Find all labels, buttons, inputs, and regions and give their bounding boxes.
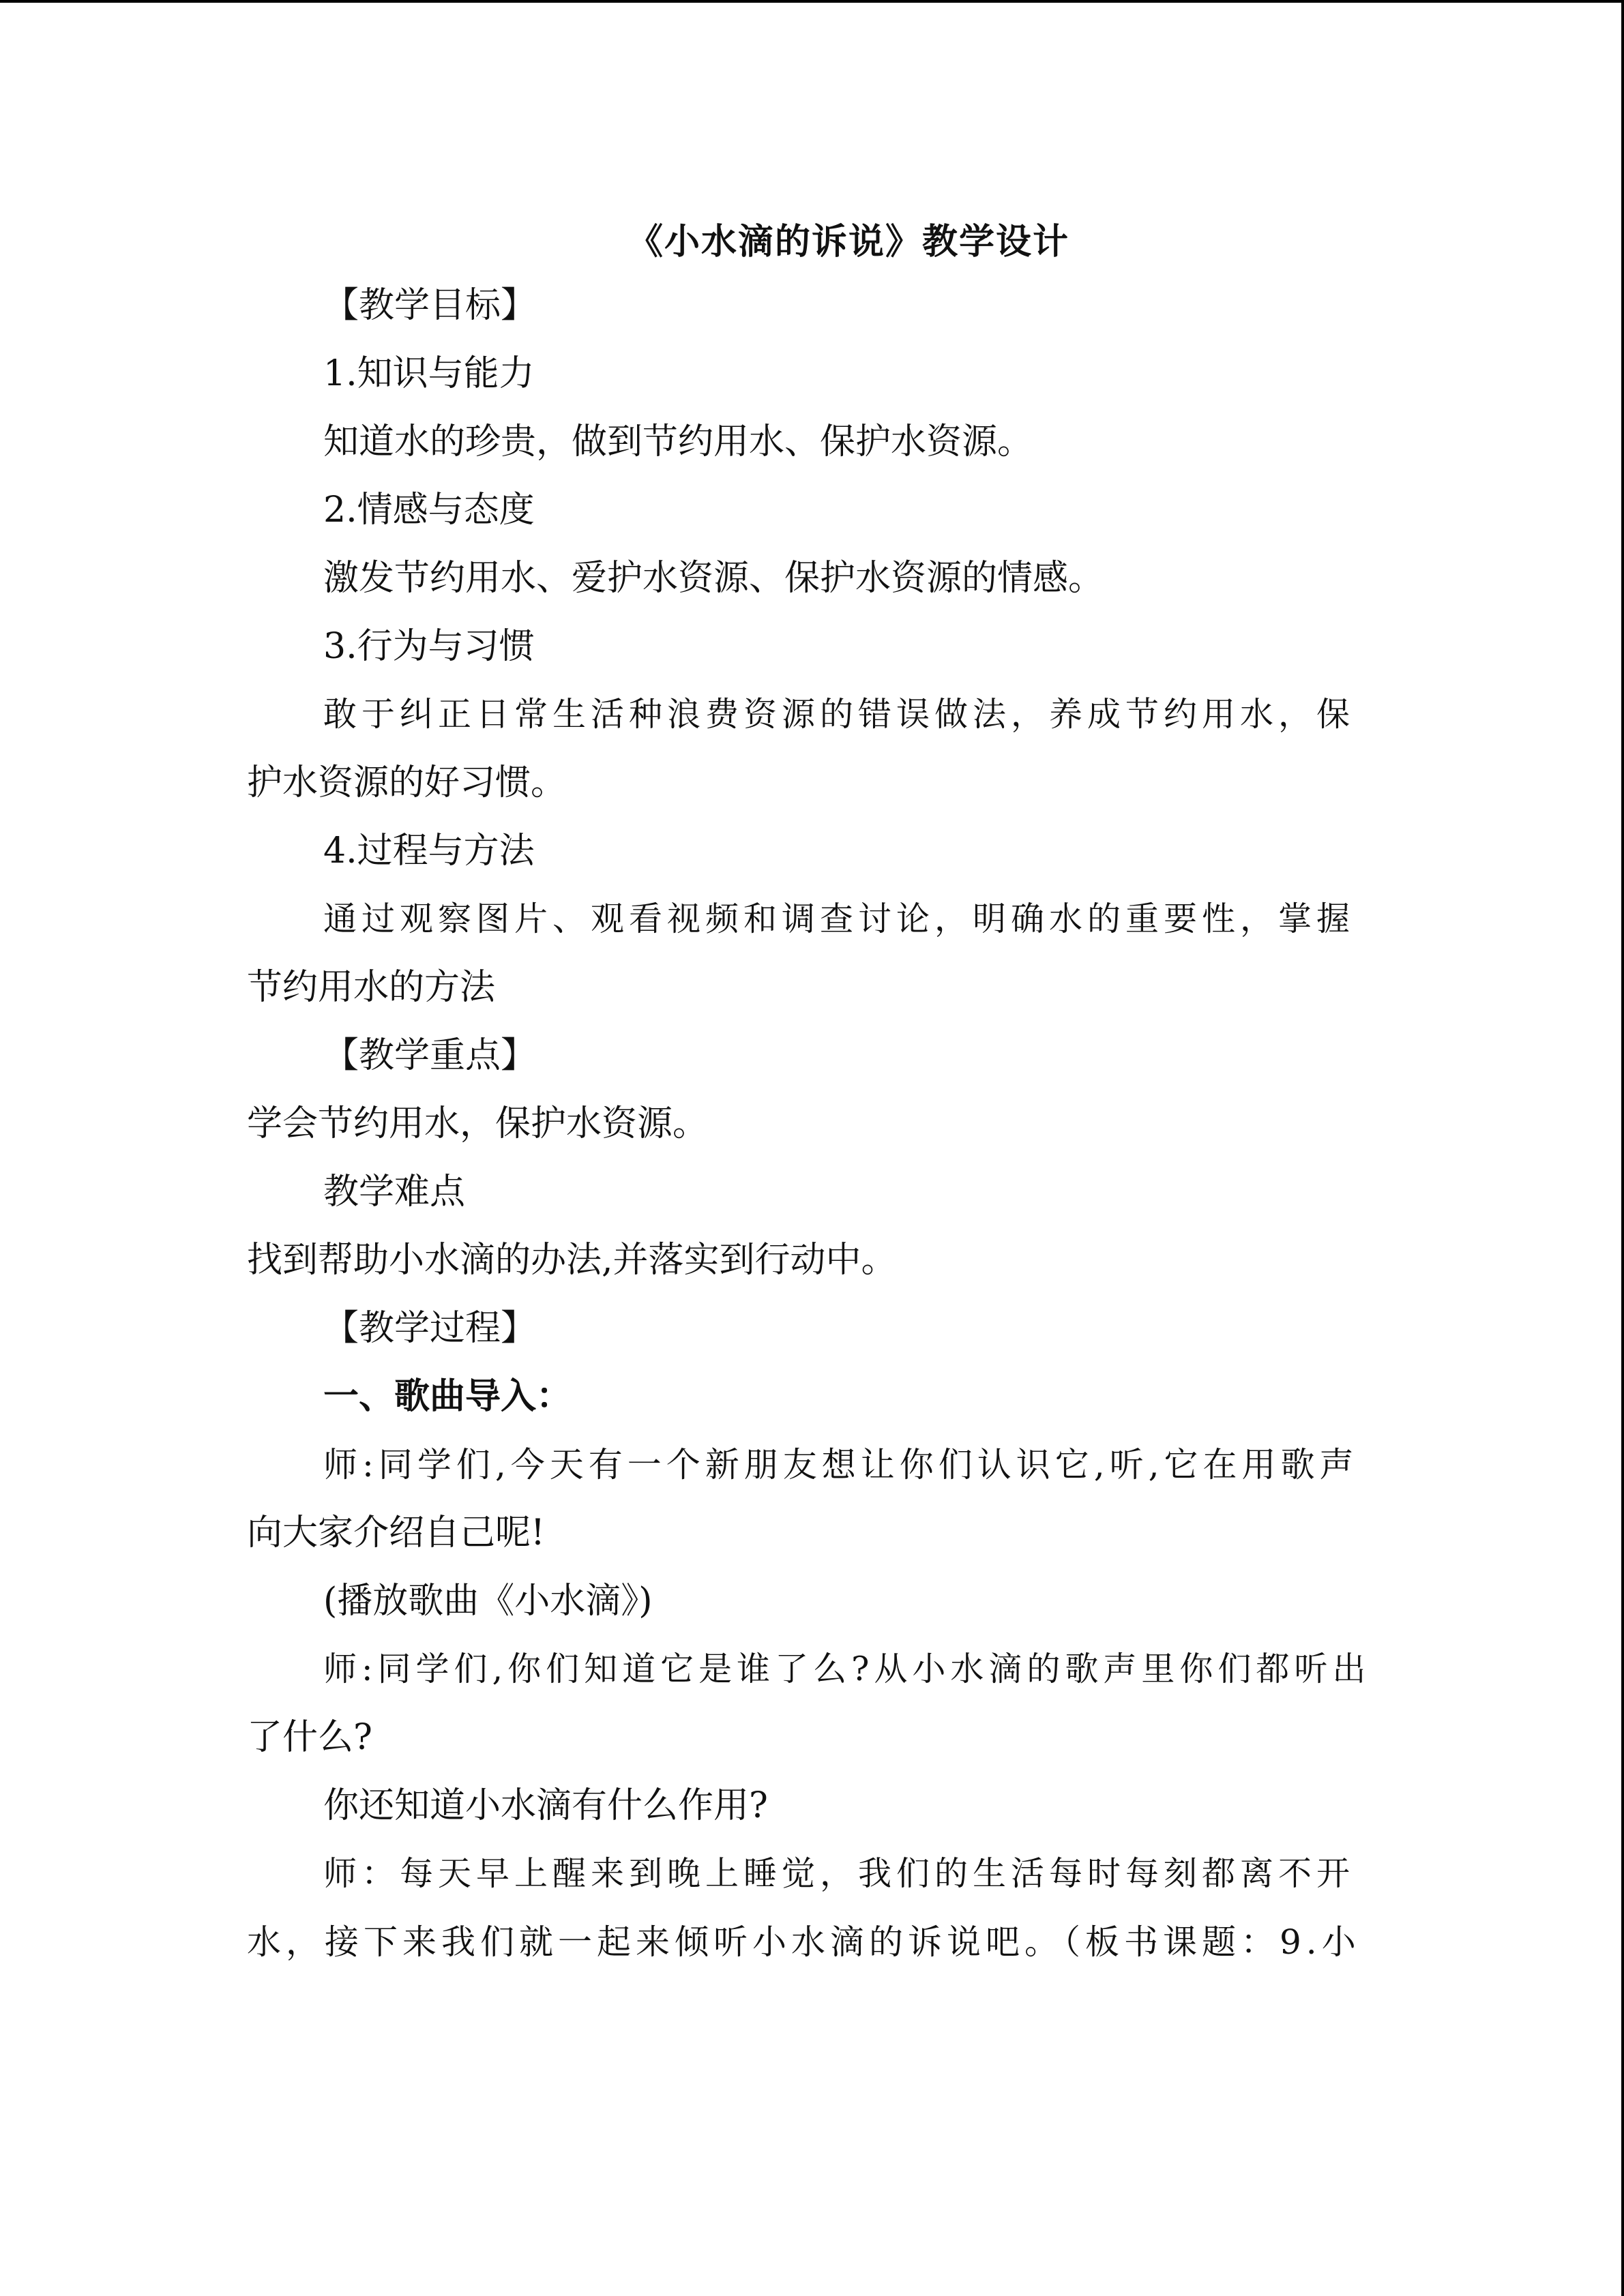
- paragraph-line: 了什么?: [247, 1717, 372, 1758]
- subheading-behavior: 3.行为与习惯: [323, 626, 535, 667]
- section-heading-teaching-process: 【教学过程】: [323, 1308, 537, 1349]
- paragraph-line: 水，接下来我们就一起来倾听小水滴的诉说吧。（板书课题：9.小: [247, 1922, 1361, 1962]
- paragraph-line: 向大家介绍自己呢!: [247, 1512, 545, 1553]
- paragraph-line: 找到帮助小水滴的办法,并落实到行动中。: [247, 1240, 897, 1281]
- paragraph-line: 节约用水的方法: [247, 967, 496, 1008]
- paragraph-line: 护水资源的好习惯。: [247, 762, 567, 803]
- section-heading-difficulties: 教学难点: [323, 1172, 466, 1212]
- paragraph-line: 激发节约用水、爱护水资源、保护水资源的情感。: [323, 558, 1104, 599]
- subheading-song-intro: 一、歌曲导入：: [323, 1375, 572, 1417]
- paragraph-line: 师:同学们,你们知道它是谁了么?从小水滴的歌声里你们都听出: [323, 1650, 1371, 1688]
- paragraph-line: 师：每天早上醒来到晚上睡觉，我们的生活每时每刻都离不开: [323, 1854, 1355, 1893]
- subheading-knowledge: 1.知识与能力: [323, 353, 535, 394]
- document-title: 《小水滴的诉说》教学设计: [628, 221, 1070, 263]
- section-heading-key-points: 【教学重点】: [323, 1035, 537, 1076]
- paragraph-line: (播放歌曲《小水滴》): [323, 1581, 653, 1622]
- paragraph-line: 师:同学们,今天有一个新朋友想让你们认识它,听,它在用歌声: [323, 1445, 1359, 1485]
- paragraph-line: 学会节约用水，保护水资源。: [247, 1103, 709, 1144]
- paragraph-line: 知道水的珍贵，做到节约用水、保护水资源。: [323, 421, 1033, 462]
- subheading-emotion: 2.情感与态度: [323, 490, 535, 531]
- subheading-process: 4.过程与方法: [323, 831, 535, 871]
- paragraph-line: 敢于纠正日常生活种浪费资源的错误做法，养成节约用水，保: [323, 695, 1355, 734]
- paragraph-line: 通过观察图片、观看视频和调查讨论，明确水的重要性，掌握: [323, 899, 1355, 938]
- paragraph-line: 你还知道小水滴有什么作用?: [323, 1785, 768, 1826]
- section-heading-objectives: 【教学目标】: [323, 285, 537, 326]
